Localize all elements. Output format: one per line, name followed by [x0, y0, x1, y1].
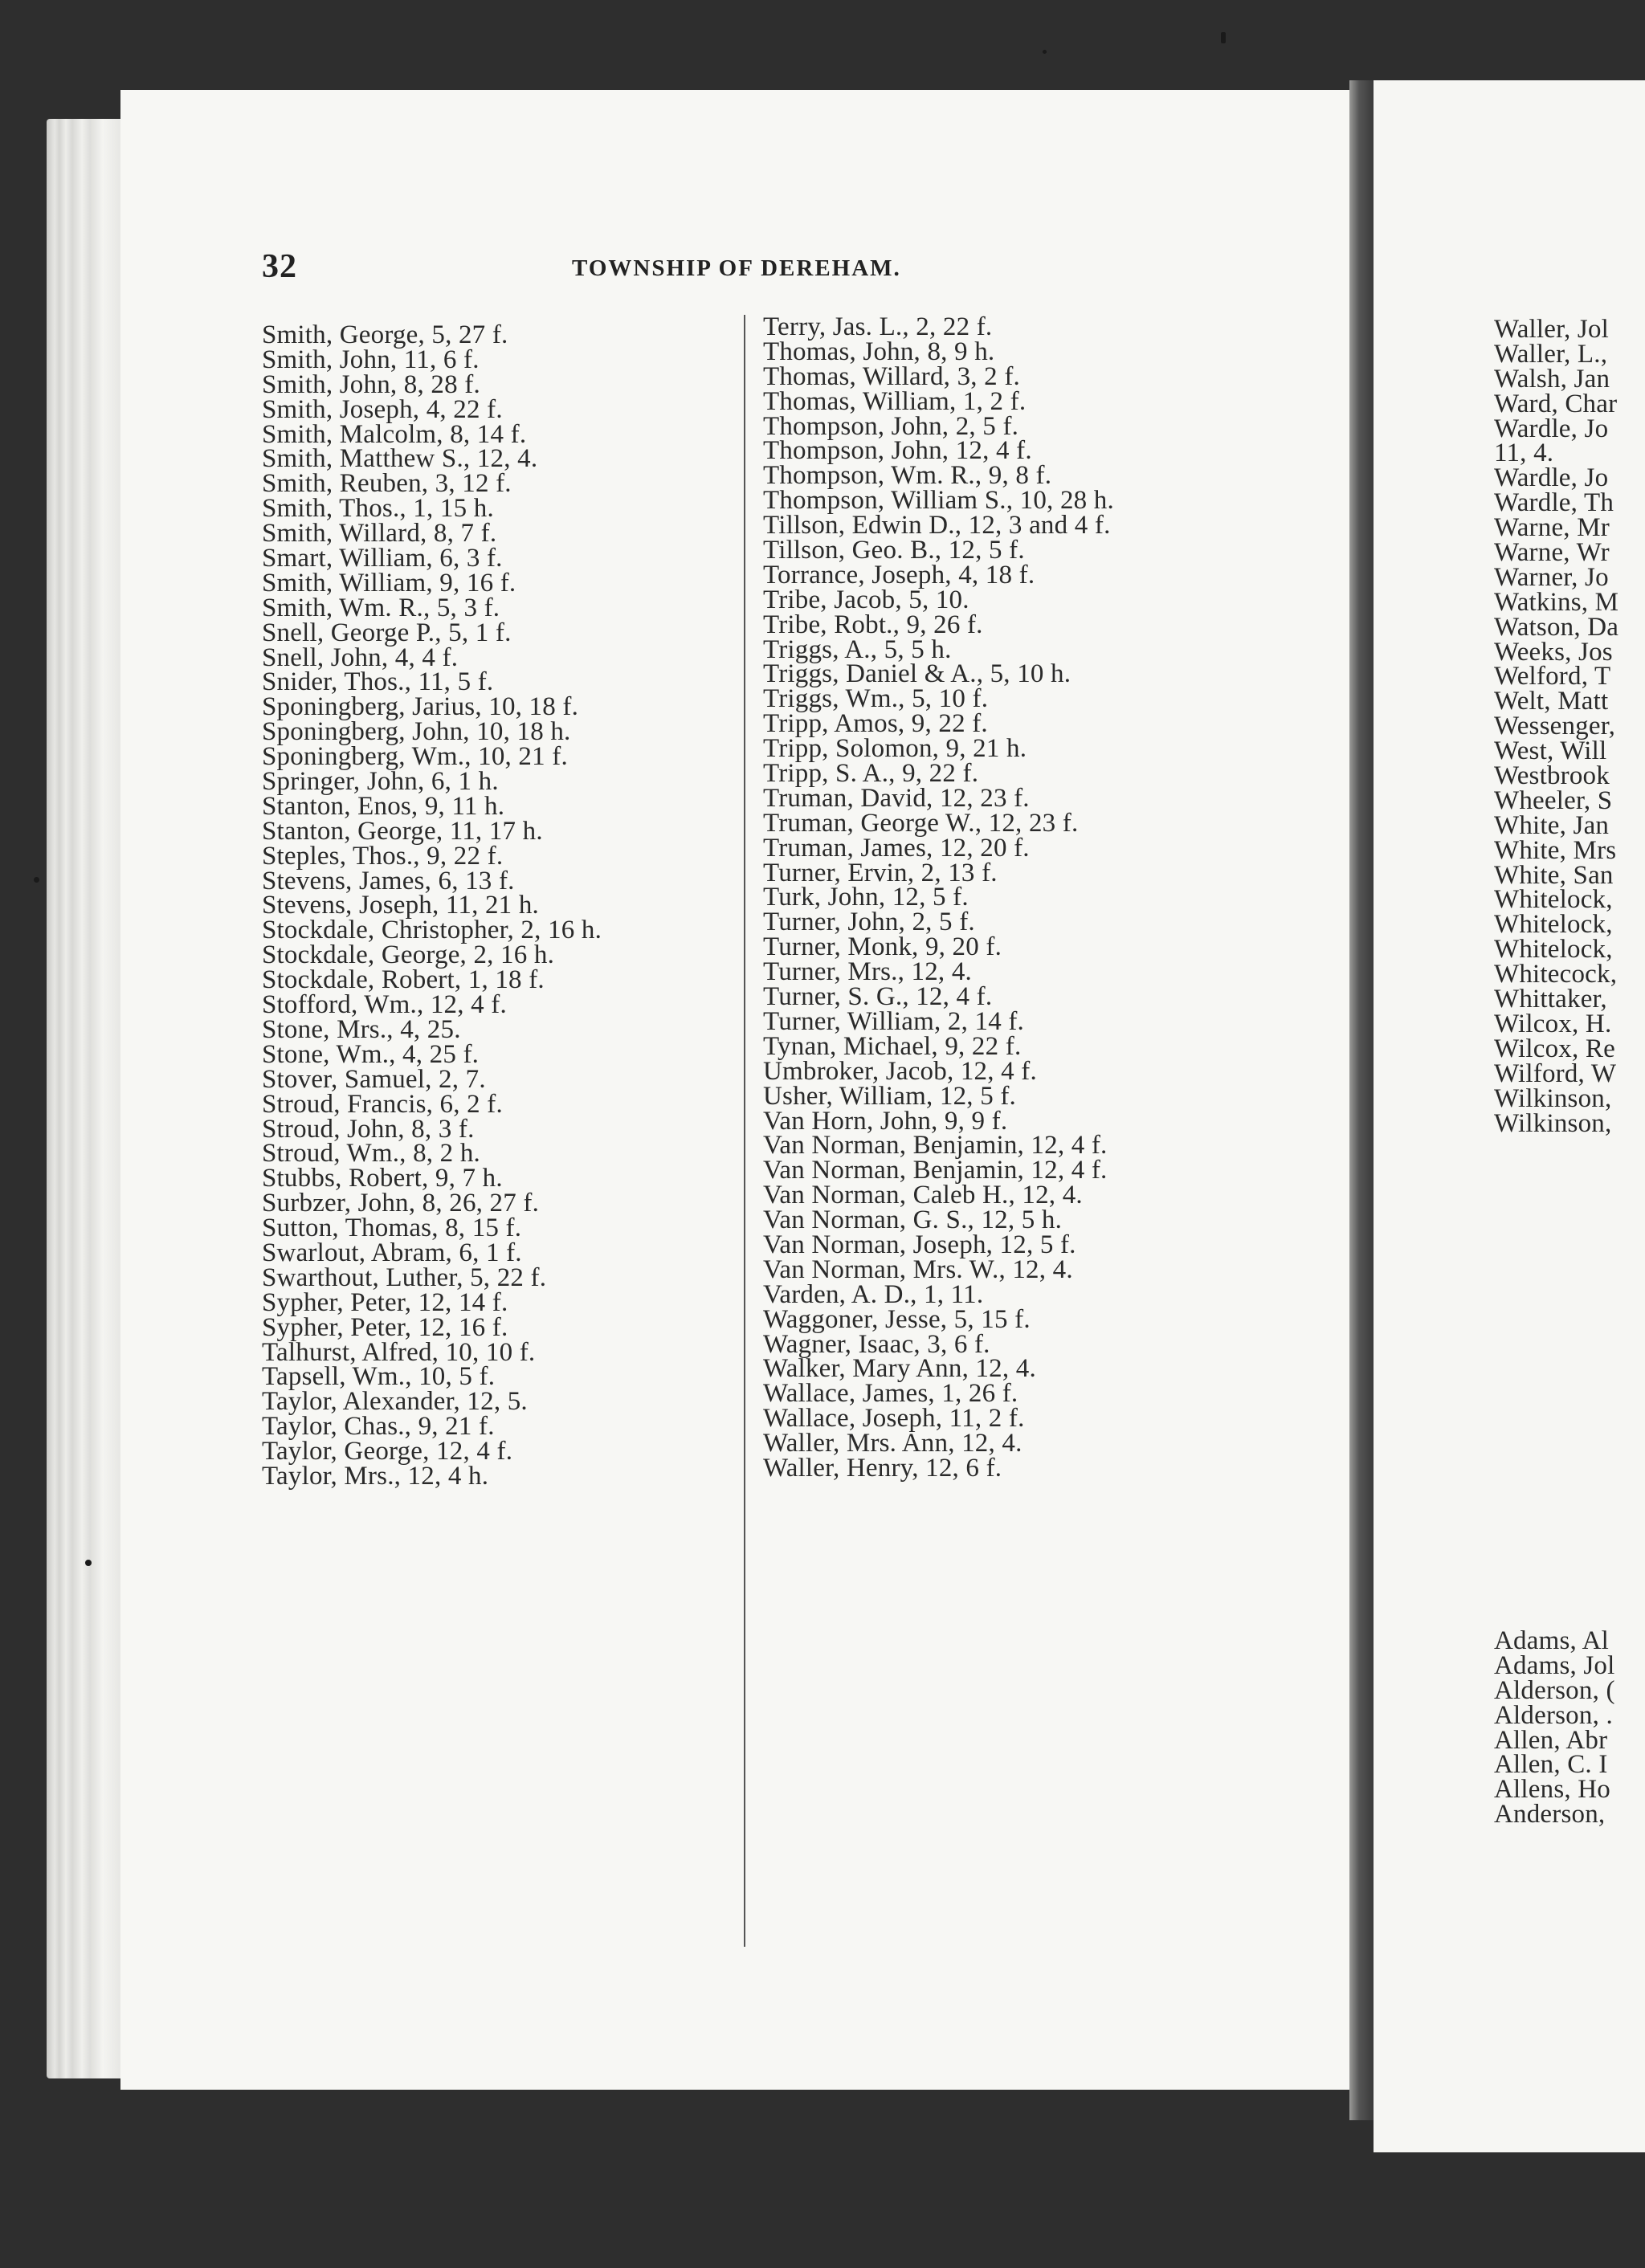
- facing-directory-entry: Adams, Jol: [1494, 1650, 1615, 1680]
- directory-entry: Van Norman, Caleb H., 12, 4.: [763, 1181, 1083, 1210]
- directory-entry: Van Horn, John, 9, 9 f.: [763, 1106, 1008, 1136]
- facing-directory-entry: Watson, Da: [1494, 612, 1619, 642]
- directory-entry: Turner, Mrs., 12, 4.: [763, 957, 972, 987]
- facing-directory-entry: Westbrook: [1494, 761, 1610, 791]
- facing-directory-entry: Welt, Matt: [1494, 687, 1609, 716]
- directory-entry: Snider, Thos., 11, 5 f.: [262, 667, 494, 697]
- facing-directory-entry: Walsh, Jan: [1494, 364, 1610, 394]
- facing-directory-entry: Wardle, Jo: [1494, 414, 1609, 443]
- facing-directory-entry: West, Will: [1494, 736, 1607, 766]
- facing-page-bottom-list: [1494, 1626, 1645, 1829]
- directory-entry: Surbzer, John, 8, 26, 27 f.: [262, 1189, 540, 1218]
- directory-entry: Talhurst, Alfred, 10, 10 f.: [262, 1337, 536, 1367]
- directory-entry: Stevens, Joseph, 11, 21 h.: [262, 891, 539, 920]
- facing-directory-entry: Wilcox, Re: [1494, 1034, 1615, 1063]
- directory-entry: Thompson, John, 12, 4 f.: [763, 436, 1032, 466]
- directory-entry: Stockdale, George, 2, 16 h.: [262, 940, 555, 970]
- directory-entry: Taylor, Alexander, 12, 5.: [262, 1387, 528, 1417]
- directory-entry: Tillson, Edwin D., 12, 3 and 4 f.: [763, 511, 1111, 540]
- facing-directory-entry: Waller, L.,: [1494, 339, 1608, 369]
- directory-entry: Stevens, James, 6, 13 f.: [262, 866, 515, 895]
- directory-entry: Steples, Thos., 9, 22 f.: [262, 841, 504, 871]
- directory-entry: Springer, John, 6, 1 h.: [262, 767, 499, 797]
- directory-entry: Smith, John, 11, 6 f.: [262, 345, 480, 374]
- facing-directory-entry: Adams, Al: [1494, 1626, 1609, 1655]
- middle-column: [763, 312, 1277, 1483]
- directory-entry: Stover, Samuel, 2, 7.: [262, 1064, 486, 1094]
- directory-entry: Triggs, Daniel & A., 5, 10 h.: [763, 659, 1071, 689]
- facing-directory-entry: Wilford, W: [1494, 1059, 1617, 1088]
- facing-directory-entry: Watkins, M: [1494, 587, 1619, 617]
- facing-directory-entry: Wilkinson,: [1494, 1083, 1612, 1113]
- directory-entry: Tillson, Geo. B., 12, 5 f.: [763, 536, 1025, 565]
- ink-speck: [34, 877, 39, 883]
- directory-entry: Van Norman, Benjamin, 12, 4 f.: [763, 1156, 1108, 1185]
- ink-speck: [85, 1560, 92, 1566]
- directory-entry: Van Norman, Benjamin, 12, 4 f.: [763, 1131, 1108, 1161]
- facing-directory-entry: Wilcox, H.: [1494, 1009, 1612, 1038]
- facing-directory-entry: Wardle, Jo: [1494, 463, 1609, 493]
- facing-directory-entry: Whittaker,: [1494, 985, 1607, 1014]
- facing-directory-entry: Weeks, Jos: [1494, 637, 1613, 667]
- directory-entry: Triggs, Wm., 5, 10 f.: [763, 684, 989, 714]
- directory-entry: Truman, George W., 12, 23 f.: [763, 808, 1079, 838]
- left-column: [262, 320, 744, 1491]
- directory-entry: Thompson, William S., 10, 28 h.: [763, 486, 1114, 516]
- facing-directory-entry: Welford, T: [1494, 662, 1611, 691]
- facing-directory-entry: Whitelock,: [1494, 885, 1613, 915]
- directory-entry: Sypher, Peter, 12, 14 f.: [262, 1287, 508, 1317]
- directory-entry: Taylor, George, 12, 4 f.: [262, 1437, 513, 1466]
- directory-entry: Stanton, George, 11, 17 h.: [262, 816, 543, 846]
- facing-directory-entry: Wardle, Th: [1494, 488, 1614, 518]
- facing-directory-entry: White, San: [1494, 860, 1614, 890]
- directory-entry: Turner, John, 2, 5 f.: [763, 908, 975, 937]
- ink-speck: [1043, 50, 1047, 54]
- directory-entry: Snell, George P., 5, 1 f.: [262, 618, 512, 647]
- facing-directory-entry: Waller, Jol: [1494, 315, 1610, 344]
- page-header: [262, 247, 1226, 296]
- book-gutter: [1349, 80, 1374, 2120]
- directory-entry: Truman, David, 12, 23 f.: [763, 783, 1030, 813]
- directory-entry: Truman, James, 12, 20 f.: [763, 833, 1030, 863]
- directory-entry: Tripp, Amos, 9, 22 f.: [763, 709, 988, 739]
- facing-directory-entry: Allen, Abr: [1494, 1725, 1608, 1755]
- directory-entry: Thompson, John, 2, 5 f.: [763, 411, 1019, 441]
- facing-directory-entry: Alderson, .: [1494, 1700, 1613, 1730]
- directory-entry: Stockdale, Robert, 1, 18 f.: [262, 965, 545, 995]
- directory-entry: Thomas, John, 8, 9 h.: [763, 337, 995, 366]
- running-title: TOWNSHIP OF DEREHAM.: [572, 255, 901, 281]
- directory-entry: Thomas, William, 1, 2 f.: [763, 386, 1027, 416]
- directory-entry: Smith, Thos., 1, 15 h.: [262, 494, 494, 524]
- facing-directory-entry: White, Jan: [1494, 810, 1610, 840]
- directory-entry: Sponingberg, John, 10, 18 h.: [262, 717, 571, 747]
- directory-entry: Taylor, Chas., 9, 21 f.: [262, 1412, 495, 1442]
- directory-entry: Tynan, Michael, 9, 22 f.: [763, 1031, 1022, 1061]
- directory-entry: Turk, John, 12, 5 f.: [763, 883, 969, 912]
- directory-entry: Tripp, S. A., 9, 22 f.: [763, 759, 979, 789]
- facing-directory-entry: Wheeler, S: [1494, 785, 1613, 815]
- directory-entry: Stubbs, Robert, 9, 7 h.: [262, 1164, 503, 1193]
- directory-entry: Stockdale, Christopher, 2, 16 h.: [262, 916, 602, 945]
- directory-entry: Waller, Henry, 12, 6 f.: [763, 1453, 1002, 1483]
- facing-directory-entry: Wilkinson,: [1494, 1108, 1612, 1138]
- directory-entry: Waggoner, Jesse, 5, 15 f.: [763, 1304, 1031, 1334]
- directory-entry: Stofford, Wm., 12, 4 f.: [262, 990, 507, 1020]
- facing-directory-entry: Whitecock,: [1494, 960, 1618, 989]
- facing-directory-entry: Whitelock,: [1494, 910, 1613, 940]
- directory-entry: Tribe, Robt., 9, 26 f.: [763, 610, 983, 639]
- directory-entry: Sponingberg, Wm., 10, 21 f.: [262, 742, 568, 772]
- directory-entry: Wagner, Isaac, 3, 6 f.: [763, 1329, 990, 1359]
- facing-directory-entry: Warne, Wr: [1494, 538, 1610, 568]
- directory-entry: Smith, Joseph, 4, 22 f.: [262, 394, 503, 424]
- directory-entry: Stroud, Wm., 8, 2 h.: [262, 1139, 480, 1169]
- directory-entry: Turner, S. G., 12, 4 f.: [763, 982, 993, 1012]
- facing-page: [1374, 80, 1645, 2152]
- directory-entry: Swarthout, Luther, 5, 22 f.: [262, 1262, 547, 1292]
- directory-entry: Smith, Willard, 8, 7 f.: [262, 519, 497, 549]
- directory-entry: Usher, William, 12, 5 f.: [763, 1081, 1016, 1111]
- directory-entry: Sponingberg, Jarius, 10, 18 f.: [262, 692, 579, 722]
- directory-entry: Van Norman, G. S., 12, 5 h.: [763, 1205, 1063, 1235]
- facing-directory-entry: White, Mrs: [1494, 835, 1617, 865]
- directory-entry: Stone, Mrs., 4, 25.: [262, 1014, 461, 1044]
- facing-directory-entry: Alderson, (: [1494, 1675, 1615, 1705]
- directory-entry: Terry, Jas. L., 2, 22 f.: [763, 312, 993, 341]
- facing-directory-entry: Whitelock,: [1494, 935, 1613, 965]
- directory-entry: Waller, Mrs. Ann, 12, 4.: [763, 1429, 1023, 1458]
- facing-directory-entry: Warne, Mr: [1494, 513, 1610, 543]
- directory-entry: Smith, George, 5, 27 f.: [262, 320, 508, 349]
- directory-entry: Turner, William, 2, 14 f.: [763, 1006, 1025, 1036]
- directory-entry: Tripp, Solomon, 9, 21 h.: [763, 734, 1027, 764]
- directory-entry: Wallace, James, 1, 26 f.: [763, 1379, 1018, 1409]
- directory-entry: Swarlout, Abram, 6, 1 f.: [262, 1238, 522, 1267]
- directory-entry: Thompson, Wm. R., 9, 8 f.: [763, 461, 1052, 491]
- directory-entry: Triggs, A., 5, 5 h.: [763, 634, 952, 664]
- directory-entry: Tribe, Jacob, 5, 10.: [763, 585, 969, 614]
- directory-entry: Van Norman, Mrs. W., 12, 4.: [763, 1254, 1073, 1284]
- directory-entry: Stone, Wm., 4, 25 f.: [262, 1039, 480, 1069]
- ink-speck: [1221, 32, 1226, 43]
- facing-directory-entry: Ward, Char: [1494, 389, 1618, 418]
- facing-directory-entry: Allen, C. I: [1494, 1750, 1608, 1780]
- directory-entry: Stanton, Enos, 9, 11 h.: [262, 791, 505, 821]
- directory-entry: Taylor, Mrs., 12, 4 h.: [262, 1461, 489, 1491]
- column-rule: [744, 315, 745, 1947]
- directory-entry: Smith, Matthew S., 12, 4.: [262, 444, 538, 474]
- facing-directory-entry: Allens, Ho: [1494, 1775, 1610, 1805]
- directory-entry: Varden, A. D., 1, 11.: [763, 1279, 984, 1309]
- facing-directory-entry: Wessenger,: [1494, 712, 1616, 741]
- directory-entry: Sypher, Peter, 12, 16 f.: [262, 1312, 508, 1342]
- directory-entry: Wallace, Joseph, 11, 2 f.: [763, 1404, 1025, 1434]
- directory-entry: Turner, Monk, 9, 20 f.: [763, 932, 1002, 962]
- directory-entry: Stroud, Francis, 6, 2 f.: [262, 1089, 503, 1119]
- facing-directory-entry: Warner, Jo: [1494, 562, 1609, 592]
- directory-entry: Stroud, John, 8, 3 f.: [262, 1114, 475, 1144]
- directory-entry: Tapsell, Wm., 10, 5 f.: [262, 1362, 496, 1392]
- facing-directory-entry: 11, 4.: [1494, 439, 1554, 468]
- directory-entry: Thomas, Willard, 3, 2 f.: [763, 361, 1020, 391]
- directory-entry: Turner, Ervin, 2, 13 f.: [763, 858, 998, 887]
- facing-page-top-list: [1494, 317, 1645, 1136]
- directory-entry: Smart, William, 6, 3 f.: [262, 544, 503, 573]
- directory-entry: Smith, John, 8, 28 f.: [262, 369, 480, 399]
- directory-entry: Smith, Reuben, 3, 12 f.: [262, 469, 512, 499]
- facing-directory-entry: Anderson,: [1494, 1800, 1606, 1829]
- directory-entry: Sutton, Thomas, 8, 15 f.: [262, 1214, 522, 1243]
- directory-entry: Smith, Malcolm, 8, 14 f.: [262, 419, 527, 449]
- directory-entry: Van Norman, Joseph, 12, 5 f.: [763, 1230, 1076, 1259]
- directory-entry: Torrance, Joseph, 4, 18 f.: [763, 560, 1035, 589]
- directory-entry: Smith, William, 9, 16 f.: [262, 568, 516, 598]
- directory-entry: Smith, Wm. R., 5, 3 f.: [262, 593, 500, 622]
- directory-entry: Umbroker, Jacob, 12, 4 f.: [763, 1056, 1037, 1086]
- page-number: 32: [262, 248, 297, 285]
- directory-entry: Walker, Mary Ann, 12, 4.: [763, 1354, 1036, 1384]
- directory-entry: Snell, John, 4, 4 f.: [262, 642, 459, 672]
